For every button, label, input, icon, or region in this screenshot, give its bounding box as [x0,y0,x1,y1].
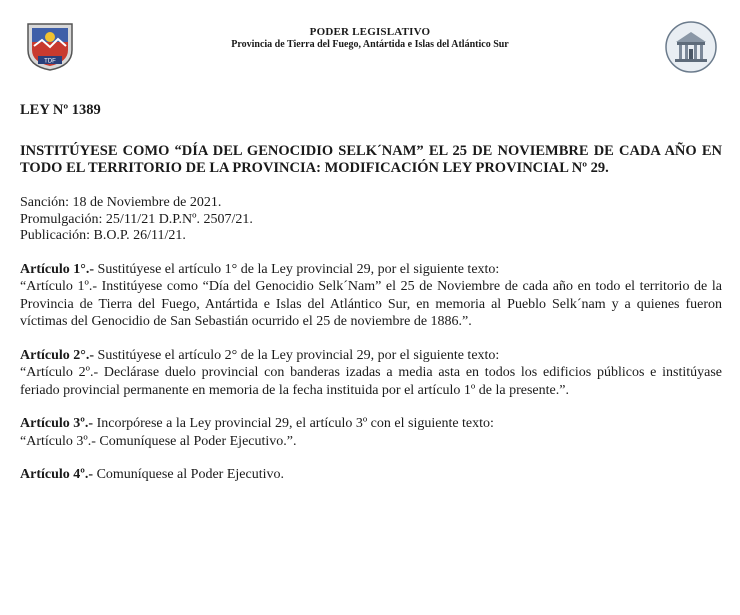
dates-block [20,195,722,245]
article-intro: Incorpórese a la Ley provincial 29, el artículo 3º con el siguiente texto: [93,416,494,431]
article-heading: Artículo 1°.- [20,261,95,277]
promulgacion-date: Promulgación: 25/11/21 D.P.Nº. 2507/21. [20,211,253,227]
article-1 [20,261,722,331]
article-intro: Sustitúyese el artículo 2° de la Ley provincial 29, por el siguiente texto: [94,347,500,363]
article-2 [20,347,722,400]
sancion-date: Sanción: 18 de Noviembre de 2021. [20,195,222,210]
article-intro: Comuníquese al Poder Ejecutivo. [93,467,284,482]
svg-text:TDF: TDF [44,58,56,65]
article-body: “Artículo 1º.- Institúyese como “Día del Genocidio Selk´Nam” el 25 de Noviembre de cada año en todo el territorio de la Provincia de Tierra del Fuego, Antártida e Islas del Atlántico Sur, en memoria al Pueblo Selk´nam y a quienes fueron víctimas del Genocidio de San Sebastián ocurrido el 25 de noviembre de 1886.”. [20,279,722,329]
article-intro: Sustitúyese el artículo 1° de la Ley provincial 29, por el siguiente texto: [94,261,500,277]
law-number: LEY Nº 1389 [20,102,101,118]
header-title: PODER LEGISLATIVO [309,26,431,38]
legislature-building-icon [664,20,718,74]
law-document [20,102,722,484]
header-subtitle: Provincia de Tierra del Fuego, Antártida e Islas del Atlántico Sur [231,39,509,50]
letterhead [0,0,740,80]
article-heading: Artículo 2°.- [20,347,95,363]
publicacion-date: Publicación: B.O.P. 26/11/21. [20,228,186,243]
provincial-crest-icon [22,20,78,72]
article-3 [20,415,722,450]
article-body: “Artículo 2º.- Declárase duelo provincial con banderas izadas a media asta en todos los edificios públicos e institúyase feriado provincial permanente en memoria de la fecha instituida por el artículo 1º de la presente.”. [20,365,722,398]
article-4 [20,466,722,484]
article-heading: Artículo 3º.- [20,416,94,431]
article-body: “Artículo 3º.- Comuníquese al Poder Ejecutivo.”. [20,433,297,449]
article-heading: Artículo 4º.- [20,467,94,482]
law-title: INSTITÚYESE COMO “DÍA DEL GENOCIDIO SELK´NAM” EL 25 DE NOVIEMBRE DE CADA AÑO EN TODO EL TERRITORIO DE LA PROVINCIA: MODIFICACIÓN LEY PROVINCIAL Nº 29. [20,143,722,176]
